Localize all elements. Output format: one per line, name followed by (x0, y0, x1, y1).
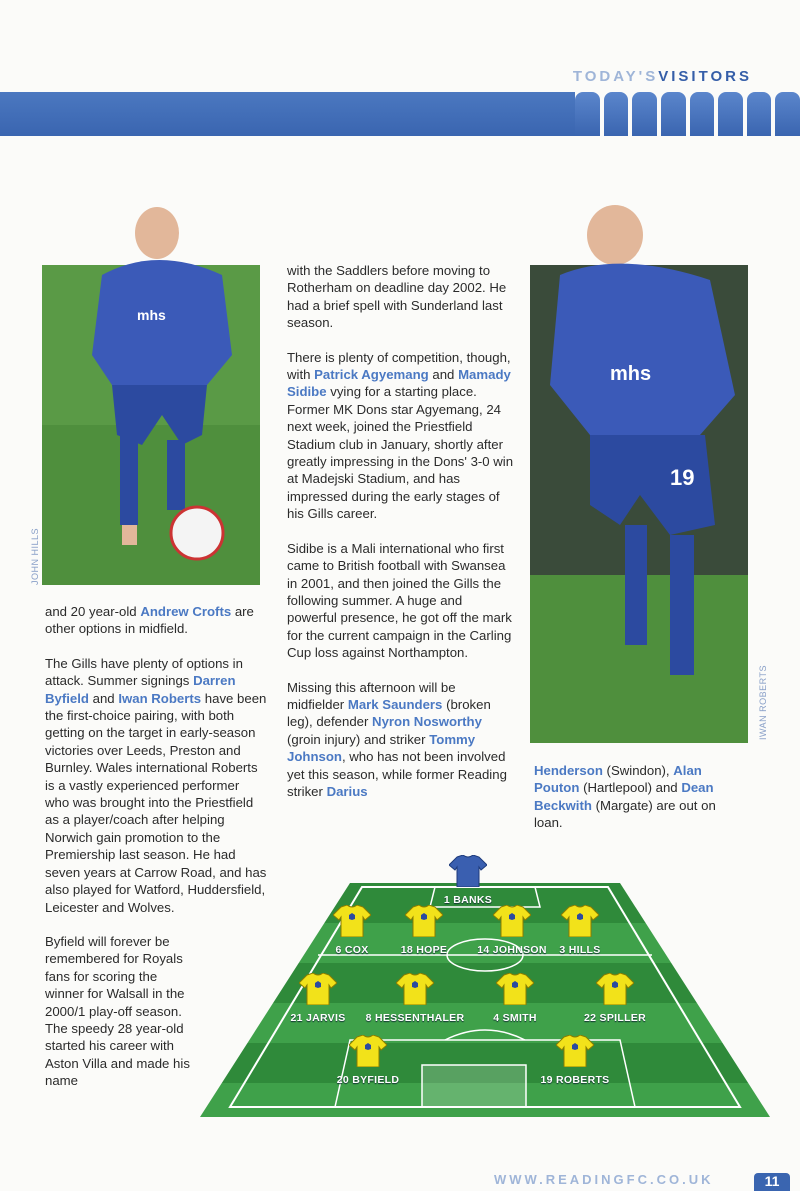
shirt-sponsor-right: mhs (610, 363, 652, 385)
player-name: 20 BYFIELD (336, 1074, 400, 1086)
player-shirt-icon (596, 973, 634, 1005)
player-name: 4 SMITH (493, 1012, 537, 1024)
player-shirt-icon (349, 1035, 387, 1067)
paragraph: and 20 year-old Andrew Crofts are other options in midfield. (45, 604, 254, 637)
player-defender (520, 905, 640, 956)
paragraph: Sidibe is a Mali international who first came to British football with Swansea in 2001, and then joined the Gills the following summer. A huge and powerful presence, he got off the mark for the current campaign in the Carling Cup loss against Northampton. (287, 540, 512, 661)
player-name: 8 HESSENTHALER (365, 1012, 465, 1024)
team-formation (200, 855, 770, 1125)
player-name: 3 HILLS (559, 944, 601, 956)
paragraph: The Gills have plenty of options in attack. Summer signings Darren Byfield and Iwan Roberts have been the first-choice pairing, with both getting on the target in early-season victories over Leeds, Preston and Burnley. Wales international Roberts is a vastly experienced performer who was brought into the Priestfield as a player/coach after helping Norwich gain promotion to the Premiership last season. He had seven years at Carrow Road, and has also played for Watford, Huddersfield, Leicester and Wolves. (45, 655, 267, 915)
shirt-sponsor-left: mhs (137, 307, 166, 323)
player-name: 21 JARVIS (290, 1012, 346, 1024)
paragraph: with the Saddlers before moving to Rotherham on deadline day 2002. He had a brief spell with Sunderland last season. (287, 263, 507, 331)
player-shirt-icon (561, 905, 599, 937)
player-forward (515, 1035, 635, 1086)
player-name: 14 JOHNSON (477, 944, 547, 956)
player-shirt-icon (299, 973, 337, 1005)
player-shirt-icon (556, 1035, 594, 1067)
page-number: 11 (754, 1173, 790, 1191)
player-photo-left (42, 185, 260, 585)
section-title: TODAY'SVISITORS (572, 68, 752, 85)
photo-credit-right: IWAN ROBERTS (758, 664, 768, 740)
header-blocks (575, 92, 800, 136)
photo-credit-left: JOHN HILLS (30, 527, 40, 585)
goalkeeper-shirt-icon (449, 855, 487, 887)
article-column-2 (287, 262, 515, 817)
player-shirt-icon (396, 973, 434, 1005)
article-column-3 (534, 762, 734, 849)
player-shirt-icon (496, 973, 534, 1005)
player-name: 22 SPILLER (584, 1012, 646, 1024)
player-forward (308, 1035, 428, 1086)
player-midfielder (555, 973, 675, 1024)
paragraph: Byfield will forever be remembered for Royals fans for scoring the winner for Walsall in the 2000/1 play-off season. The speedy 28 year-old started his career with Aston Villa and made his name (45, 933, 190, 1089)
player-name: 18 HOPE (400, 944, 448, 956)
player-name: 19 ROBERTS (540, 1074, 610, 1086)
footer-url: WWW.READINGFC.CO.UK (494, 1172, 714, 1187)
paragraph: There is plenty of competition, though, with Patrick Agyemang and Mamady Sidibe vying for a starting place. Former MK Dons star Agyemang, 24 next week, joined the Priestfield Stadium club in January, shortly after greatly impressing in the Dons' 3-0 win at Madejski Stadium, and has impressed during the early stages of his Gills career. (287, 349, 514, 522)
paragraph: Henderson (Swindon), Alan Pouton (Hartlepool) and Dean Beckwith (Margate) are out on loan. (534, 763, 716, 831)
player-shirt-icon (405, 905, 443, 937)
player-name: 6 COX (335, 944, 369, 956)
goalkeeper: 1 BANKS (408, 855, 528, 906)
header-band (0, 92, 575, 136)
paragraph: Missing this afternoon will be midfielder Mark Saunders (broken leg), defender Nyron Nosworthy (groin injury) and striker Tommy Johnson, who has not been involved yet this season, while former Reading striker Darius (287, 679, 507, 799)
shirt-number-right: 19 (670, 465, 695, 490)
player-photo-right (530, 195, 748, 743)
